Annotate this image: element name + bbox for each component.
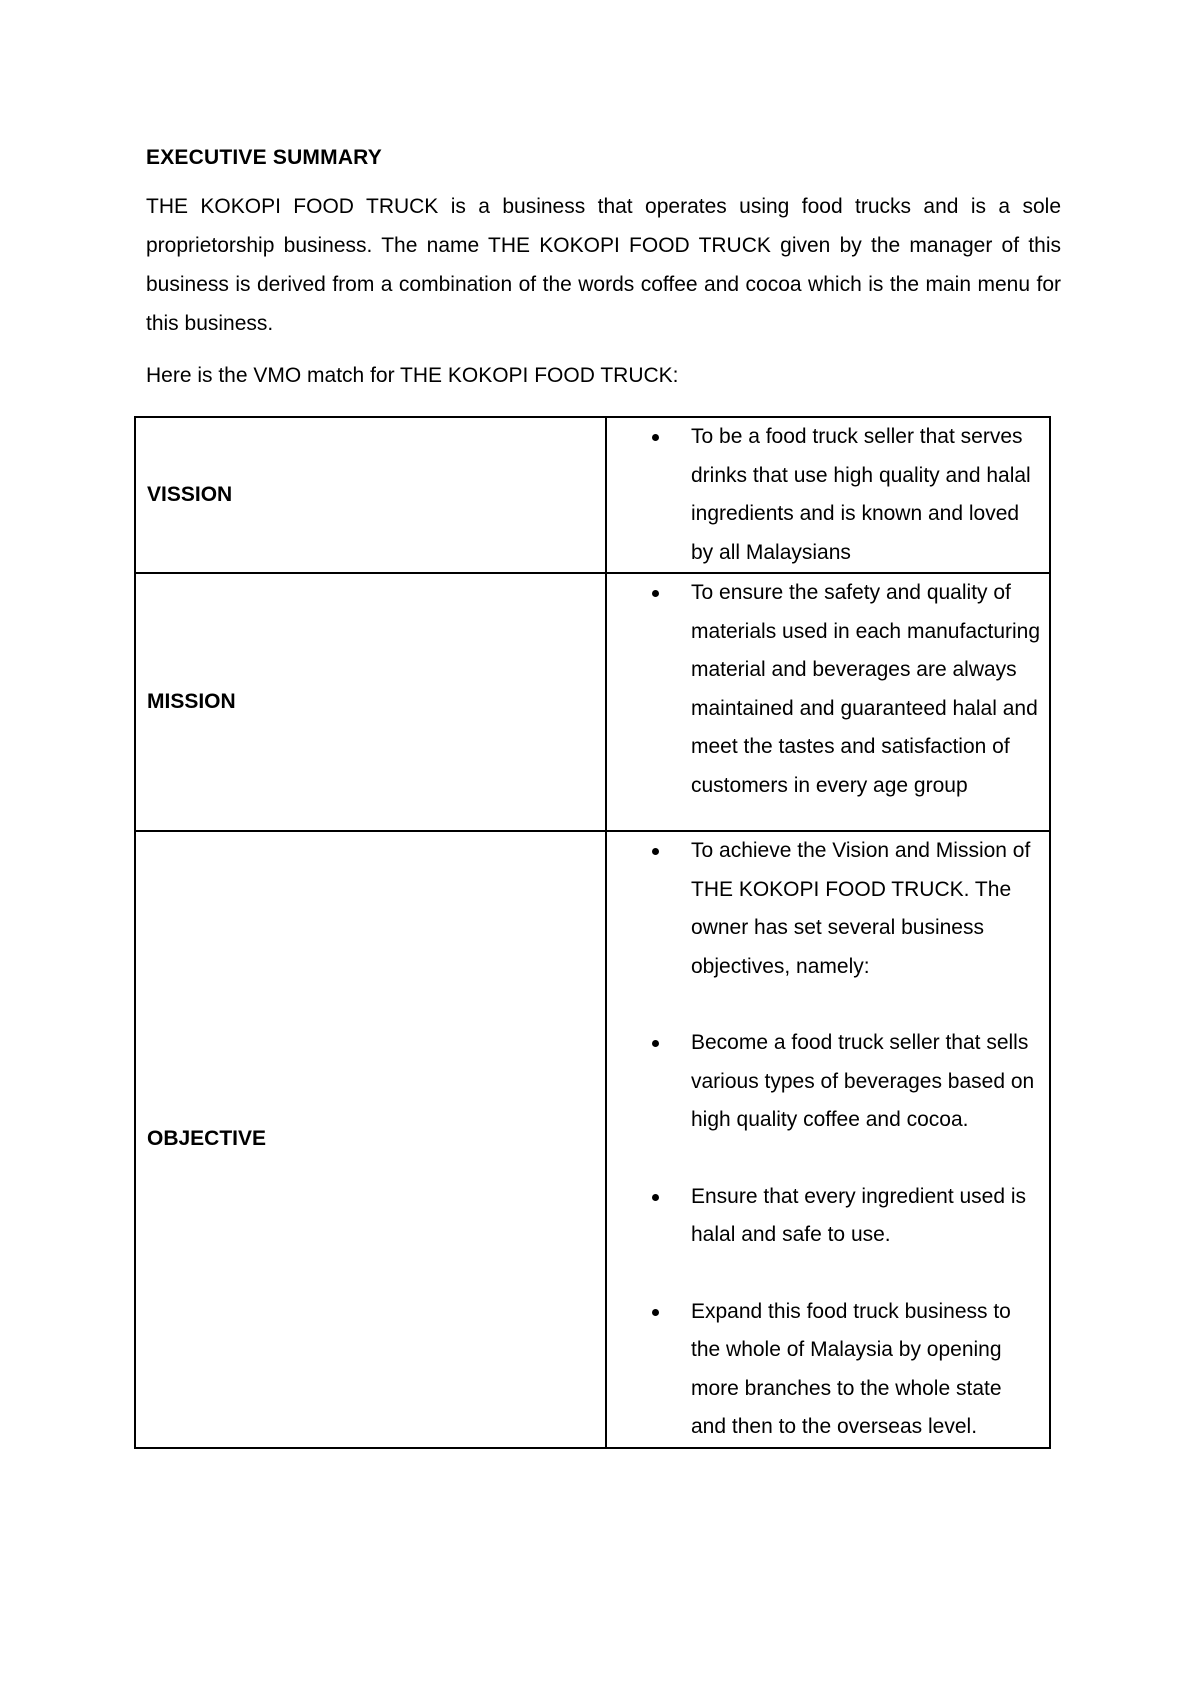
vmo-lead-text: Here is the VMO match for THE KOKOPI FOOD TRUCK: xyxy=(146,364,679,387)
vmo-table xyxy=(134,416,1051,1449)
table-row-vission xyxy=(135,417,1050,573)
table-row-mission xyxy=(135,573,1050,831)
objective-item-text: Ensure that every ingredient used is halal and safe to use. xyxy=(691,1184,1027,1246)
list-item xyxy=(607,1178,1049,1255)
objective-item-text: Become a food truck seller that sells various types of beverages based on high quality coffee and cocoa. xyxy=(691,1031,1035,1131)
vission-label: VISSION xyxy=(135,417,606,573)
bullet-icon xyxy=(652,1040,659,1047)
list-item xyxy=(607,1293,1049,1447)
mission-item-text: To ensure the safety and quality of materials used in each manufacturing material and beverages are always maintained and guaranteed halal and meet the tastes and satisfaction of customers in every age group xyxy=(691,581,1041,797)
intro-paragraph: THE KOKOPI FOOD TRUCK is a business that operates using food trucks and is a sole proprietorship business. The name THE KOKOPI FOOD TRUCK given by the manager of this business is derived from a combination of the words coffee and cocoa which is the main menu for this business. xyxy=(146,195,1061,335)
mission-content xyxy=(606,573,1050,831)
list-item xyxy=(607,832,1049,986)
objective-label: OBJECTIVE xyxy=(135,831,606,1448)
bullet-icon xyxy=(652,1309,659,1316)
table-row-objective xyxy=(135,831,1050,1448)
bullet-icon xyxy=(652,848,659,855)
mission-label: MISSION xyxy=(135,573,606,831)
list-item xyxy=(607,574,1049,805)
objective-item-text: To achieve the Vision and Mission of THE KOKOPI FOOD TRUCK. The owner has set several business objectives, namely: xyxy=(691,839,1031,978)
section-heading: EXECUTIVE SUMMARY xyxy=(146,146,382,169)
list-item xyxy=(607,1024,1049,1140)
bullet-icon xyxy=(652,1194,659,1201)
mission-list xyxy=(607,574,1049,805)
objective-list xyxy=(607,832,1049,1447)
list-item xyxy=(607,418,1049,572)
bullet-icon xyxy=(652,434,659,441)
objective-item-text: Expand this food truck business to the whole of Malaysia by opening more branches to the whole state and then to the overseas level. xyxy=(691,1299,1011,1438)
objective-content xyxy=(606,831,1050,1448)
vission-item-text: To be a food truck seller that serves drinks that use high quality and halal ingredients and is known and loved by all Malaysians xyxy=(691,425,1031,564)
vission-content xyxy=(606,417,1050,573)
bullet-icon xyxy=(652,590,659,597)
vission-list xyxy=(607,418,1049,572)
